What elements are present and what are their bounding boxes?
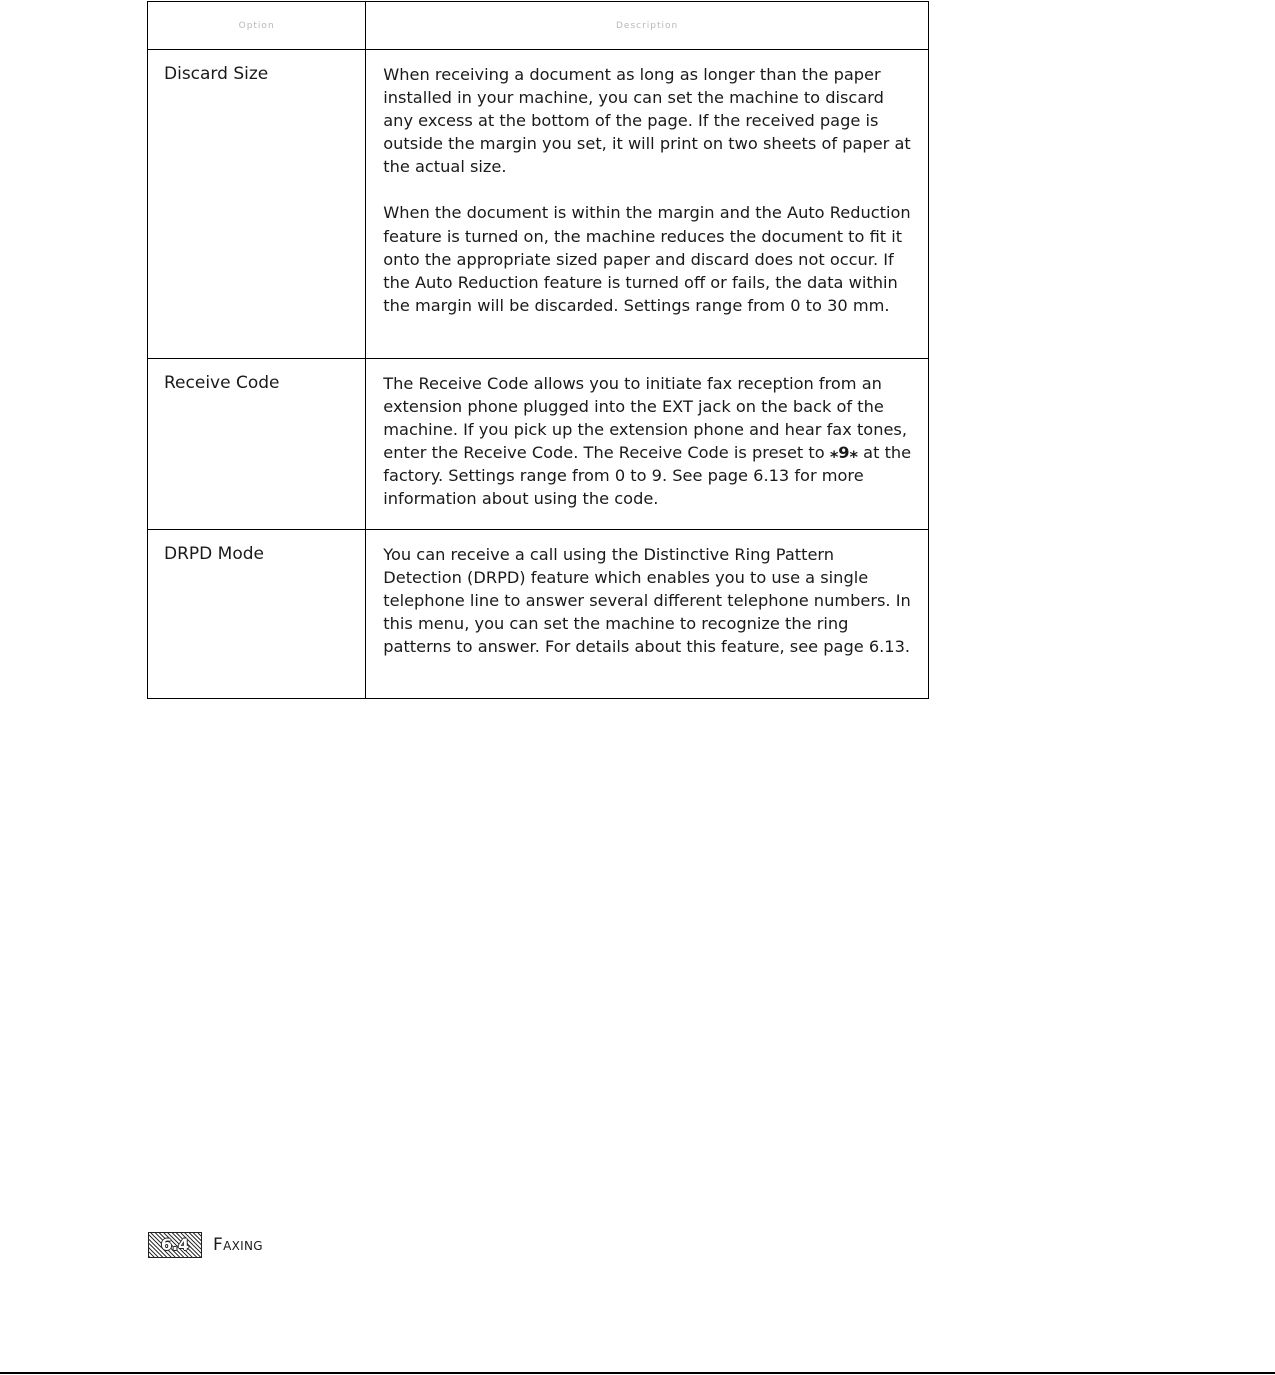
bottom-divider <box>0 1372 1275 1374</box>
option-column-header: Option <box>148 2 366 50</box>
description-paragraph: When receiving a document as long as longer than the paper installed in your machine, you can set the machine to discard any excess at the bottom of the page. If the received page is outside the margin you set, it will print on two sheets of paper at the actual size. <box>383 65 911 177</box>
section-title: Faxing <box>213 1235 263 1255</box>
receive-code-value: ⁎9⁎ <box>829 443 859 463</box>
page-footer <box>148 1231 263 1259</box>
option-name: DRPD Mode <box>148 529 366 698</box>
option-description: You can receive a call using the Distinctive Ring Pattern Detection (DRPD) feature which enables you to use a single telephone line to answer several different telephone numbers. In this menu, you can set the machine to recognize the ring patterns to answer. For details about this feature, see page 6.13. <box>366 529 929 698</box>
table-header-row <box>148 2 929 50</box>
table-row-discard-size <box>148 50 929 359</box>
description-paragraph: When the document is within the margin and the Auto Reduction feature is turned on, the machine reduces the document to fit it onto the appropriate sized paper and discard does not occur. If the Auto Reduction feature is turned off or fails, the data within the margin will be discarded. Settings range from 0 to 30 mm. <box>383 203 911 315</box>
table-row-receive-code <box>148 359 929 530</box>
description-text-start: The Receive Code allows you to initiate fax reception from an extension phone plugged into the EXT jack on the back of the machine. If you pick up the extension phone and hear fax tones, enter the Receive Code. The Receive Code is preset to <box>383 374 908 463</box>
description-text-end: at the factory. Settings range from 0 to 9. See page 6.13 for more information about using the code. <box>383 443 912 509</box>
description-column-header: Description <box>366 2 929 50</box>
option-name: Receive Code <box>148 359 366 530</box>
option-description <box>366 359 929 530</box>
option-description <box>366 50 929 359</box>
page-number-badge: 6.4 <box>148 1232 202 1258</box>
settings-table <box>147 1 929 699</box>
option-name: Discard Size <box>148 50 366 359</box>
table-row-drpd-mode <box>148 529 929 698</box>
